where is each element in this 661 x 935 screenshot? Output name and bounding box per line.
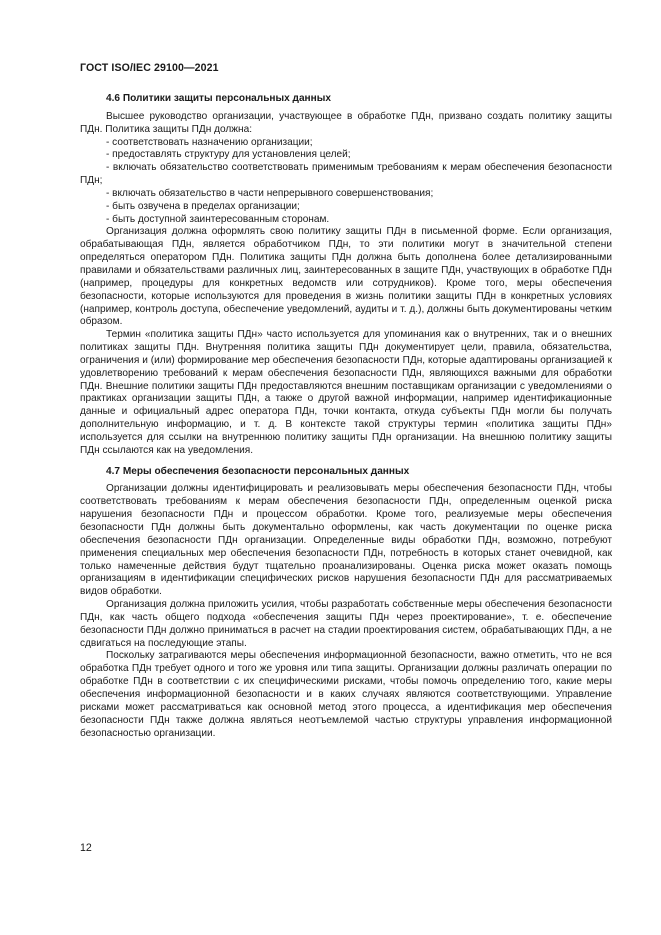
page-content [80,86,612,740]
paragraph: Организации должны идентифицировать и реализовывать меры обеспечения безопасности ПДн, чтобы соответствовать требованиям к мерам обеспечения безопасности ПДн, определенным оценкой риска нарушения безопасности ПДн и процессом обработки. Кроме того, реализуемые меры обеспечения безопасности ПДн должны быть документально оформлены, как часть документации по оценке риска обеспечения безопасности ПДн организации. Определенные виды обработки ПДн, возможно, потребуют применения специальных мер обеспечения безопасности ПДн, потребность в которых станет очевидной, как только намеченные действия будут тщательно проанализированы. Оценка риска может оказать помощь организациям в идентификации специфических рисков нарушения безопасности ПДн для рассматриваемых видов обработки. [80,483,612,598]
list-item: - быть доступной заинтересованным сторонам. [106,213,330,225]
paragraph: Организация должна оформлять свою политику защиты ПДн в письменной форме. Если организация, обрабатывающая ПДн, является обработчиком ПДн, то эти политики могут в значительной степени определяться оператором ПДн. Политика защиты ПДн должна быть дополнена более детализированными правилами и обязательствами различных лиц, заинтересованных в защите ПДн, участвующих в обработке ПДн (например, процедуры для конкретных ведомств или сотрудников). Кроме того, меры обеспечения безопасности, которые используются для проведения в жизнь политики защиты ПДн в конкретных условиях (например, контроль доступа, обеспечение уведомлений, аудиты и т. д.), должны быть документированы четким образом. [80,226,612,328]
section-heading-4-7: 4.7 Меры обеспечения безопасности персональных данных [106,465,410,477]
page-number: 12 [80,842,92,854]
list-item: - включать обязательство соответствовать применимым требованиям к мерам обеспечения безопасности ПДн; [80,162,612,187]
section-heading-4-6: 4.6 Политики защиты персональных данных [106,93,331,104]
section-4-6-intro: Высшее руководство организации, участвующее в обработке ПДн, призвано создать политику защиты ПДн. Политика защиты ПДн должна: [80,110,612,135]
paragraph: Термин «политика защиты ПДн» часто используется для упоминания как о внутренних, так и о внешних политиках защиты ПДн. Внутренняя политика защиты ПДн документирует цели, правила, обязательства, ограничения и (или) формирование мер обеспечения безопасности ПДн, которые адаптированы организацией к удовлетворению требований к мерам обеспечения безопасности ПДн, являющихся важными для обработки ПДн. Внешние политики защиты ПДн предоставляются внешним поставщикам организации с уведомлениями о практиках организации защиты ПДн, а также о другой важной информации, например идентификационные данные и официальный адрес оператора ПДн, точки контакта, откуда субъекты ПДн могли бы получать дополнительную информацию, и т. д. В контексте такой структуры термин «политика защиты ПДн» используется для ссылки на внутреннюю политику защиты ПДн организации. На внешнюю политику защиты ПДн ссылаются как на уведомления. [80,329,612,456]
paragraph: Организация должна приложить усилия, чтобы разработать собственные меры обеспечения безопасности ПДн, как часть общего подхода «обеспечения защиты ПДн через проектирование», т. е. обеспечение безопасности ПДн должно приниматься в расчет на стадии проектирования систем, обрабатывающих ПДн, а не сдвигаться на последующие этапы. [80,599,612,649]
list-item: - предоставлять структуру для установления целей; [106,149,351,161]
standard-header: ГОСТ ISO/IEC 29100—2021 [80,62,219,74]
policy-requirements-list [80,137,612,227]
list-item: - быть озвучена в пределах организации; [106,200,300,212]
list-item: - соответствовать назначению организации; [106,136,313,148]
list-item: - включать обязательство в части непрерывного совершенствования; [106,187,434,199]
paragraph: Поскольку затрагиваются меры обеспечения информационной безопасности, важно отметить, что не вся обработка ПДн требует одного и того же уровня или типа защиты. Организации должны различать операции по обработке ПДн в соответствии с их специфическими рисками, чтобы помочь определению того, какие меры обеспечения информационной безопасности и в каких случаях являются соответствующими. Управление рисками может рассматриваться как основной метод этого процесса, а идентификация мер обеспечения безопасности ПДн также должна являться неотъемлемой частью структуры управления информационной безопасностью организации. [80,650,612,739]
